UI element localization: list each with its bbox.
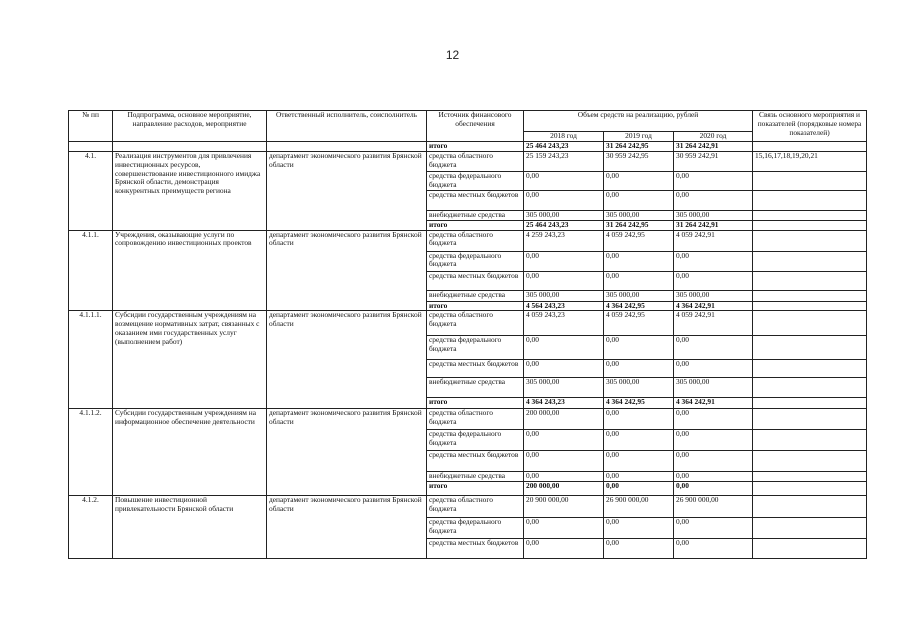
value-2018: 0,00 [524, 271, 604, 290]
value-2020: 0,00 [674, 360, 753, 378]
value-2020: 0,00 [674, 190, 753, 210]
value-2020: 0,00 [674, 409, 753, 430]
indicator-link [753, 378, 867, 398]
row-number: 4.1.1. [69, 230, 113, 311]
value-2018: 25 464 243,23 [524, 220, 604, 230]
cell-empty [753, 398, 867, 409]
header-link: Связь основного мероприятия и показателей (порядковые номера показателей) [753, 111, 867, 142]
value-2020: 305 000,00 [674, 378, 753, 398]
activity-name: Субсидии государственным учреждениям на возмещение нормативных затрат, связанных с оказанием ими государственных услуг (выполнением работ) [113, 311, 267, 409]
value-2018: 0,00 [524, 171, 604, 190]
indicator-link [753, 336, 867, 360]
value-2019: 0,00 [604, 360, 674, 378]
value-2018: 200 000,00 [524, 482, 604, 496]
indicator-link [753, 290, 867, 301]
value-2018: 0,00 [524, 336, 604, 360]
indicator-link [753, 409, 867, 430]
value-2020: 0,00 [674, 251, 753, 271]
value-2018: 200 000,00 [524, 409, 604, 430]
source-cell: средства федерального бюджета [427, 518, 524, 539]
value-2018: 4 564 243,23 [524, 301, 604, 311]
value-2018: 25 464 243,23 [524, 141, 604, 151]
table-row [69, 151, 867, 171]
cell-empty [113, 141, 267, 151]
cell-empty [267, 141, 427, 151]
value-2020: 0,00 [674, 336, 753, 360]
source-cell: средства федерального бюджета [427, 430, 524, 451]
indicator-link [753, 210, 867, 220]
source-cell: итого [427, 141, 524, 151]
value-2019: 0,00 [604, 409, 674, 430]
value-2020: 0,00 [674, 271, 753, 290]
source-cell: средства федерального бюджета [427, 171, 524, 190]
row-number: 4.1.1.1. [69, 311, 113, 409]
value-2019: 4 059 242,95 [604, 230, 674, 251]
value-2018: 4 059 243,23 [524, 311, 604, 336]
activity-name: Субсидии государственным учреждениям на информационное обеспечение деятельности [113, 409, 267, 496]
value-2018: 0,00 [524, 451, 604, 472]
source-cell: итого [427, 398, 524, 409]
value-2019: 31 264 242,95 [604, 220, 674, 230]
header-volume: Объем средств на реализацию, рублей [524, 111, 753, 132]
indicator-link [753, 472, 867, 482]
value-2018: 4 364 243,23 [524, 398, 604, 409]
executor: департамент экономического развития Брянской области [267, 151, 427, 230]
source-cell: средства областного бюджета [427, 151, 524, 171]
row-number: 4.1. [69, 151, 113, 230]
value-2020: 31 264 242,91 [674, 220, 753, 230]
value-2020: 0,00 [674, 539, 753, 559]
value-2019: 305 000,00 [604, 210, 674, 220]
table-row [69, 311, 867, 336]
source-cell: внебюджетные средства [427, 472, 524, 482]
indicator-link [753, 190, 867, 210]
executor: департамент экономического развития Брянской области [267, 496, 427, 559]
value-2018: 0,00 [524, 518, 604, 539]
header-year-2019: 2019 год [604, 132, 674, 142]
value-2019: 0,00 [604, 518, 674, 539]
source-cell: средства областного бюджета [427, 496, 524, 518]
value-2020: 30 959 242,91 [674, 151, 753, 171]
source-cell: средства областного бюджета [427, 230, 524, 251]
page-number: 12 [445, 48, 460, 62]
header-subprogram: Подпрограмма, основное мероприятие, направление расходов, мероприятие [113, 111, 267, 142]
header-executor: Ответственный исполнитель, соисполнитель [267, 111, 427, 142]
indicator-link [753, 230, 867, 251]
value-2018: 305 000,00 [524, 210, 604, 220]
value-2020: 26 900 000,00 [674, 496, 753, 518]
value-2019: 305 000,00 [604, 290, 674, 301]
source-cell: средства областного бюджета [427, 311, 524, 336]
value-2018: 25 159 243,23 [524, 151, 604, 171]
value-2020: 31 264 242,91 [674, 141, 753, 151]
value-2020: 0,00 [674, 451, 753, 472]
value-2019: 0,00 [604, 472, 674, 482]
source-cell: итого [427, 482, 524, 496]
indicator-link [753, 311, 867, 336]
header-year-2020: 2020 год [674, 132, 753, 142]
source-cell: средства местных бюджетов [427, 360, 524, 378]
value-2020: 0,00 [674, 472, 753, 482]
value-2018: 0,00 [524, 251, 604, 271]
indicator-link [753, 451, 867, 472]
cell-empty [753, 301, 867, 311]
table-row [69, 230, 867, 251]
value-2020: 4 364 242,91 [674, 398, 753, 409]
value-2019: 0,00 [604, 430, 674, 451]
value-2018: 305 000,00 [524, 290, 604, 301]
source-cell: средства областного бюджета [427, 409, 524, 430]
value-2020: 0,00 [674, 518, 753, 539]
source-cell: средства местных бюджетов [427, 190, 524, 210]
value-2018: 0,00 [524, 539, 604, 559]
value-2018: 20 900 000,00 [524, 496, 604, 518]
indicator-link [753, 271, 867, 290]
value-2018: 0,00 [524, 190, 604, 210]
cell-empty [753, 141, 867, 151]
row-number: 4.1.2. [69, 496, 113, 559]
value-2019: 0,00 [604, 171, 674, 190]
value-2018: 305 000,00 [524, 378, 604, 398]
table-row [69, 496, 867, 518]
activity-name: Учреждения, оказывающие услуги по сопровождению инвестиционных проектов [113, 230, 267, 311]
value-2020: 4 059 242,91 [674, 230, 753, 251]
source-cell: внебюджетные средства [427, 378, 524, 398]
value-2018: 0,00 [524, 472, 604, 482]
value-2020: 305 000,00 [674, 210, 753, 220]
executor: департамент экономического развития Брянской области [267, 311, 427, 409]
indicator-link [753, 539, 867, 559]
source-cell: внебюджетные средства [427, 210, 524, 220]
value-2019: 0,00 [604, 271, 674, 290]
source-cell: средства местных бюджетов [427, 271, 524, 290]
executor: департамент экономического развития Брянской области [267, 230, 427, 311]
source-cell: внебюджетные средства [427, 290, 524, 301]
value-2019: 0,00 [604, 251, 674, 271]
cell-empty [69, 141, 113, 151]
value-2020: 305 000,00 [674, 290, 753, 301]
value-2019: 4 364 242,95 [604, 398, 674, 409]
source-cell: итого [427, 301, 524, 311]
value-2020: 4 364 242,91 [674, 301, 753, 311]
value-2019: 30 959 242,95 [604, 151, 674, 171]
header-no: № пп [69, 111, 113, 142]
indicator-link [753, 496, 867, 518]
indicator-link: 15,16,17,18,19,20,21 [753, 151, 867, 171]
indicator-link [753, 360, 867, 378]
header-source: Источник финансового обеспечения [427, 111, 524, 142]
header-year-2018: 2018 год [524, 132, 604, 142]
source-cell: средства федерального бюджета [427, 251, 524, 271]
value-2019: 0,00 [604, 539, 674, 559]
value-2019: 26 900 000,00 [604, 496, 674, 518]
activity-name: Реализация инструментов для привлечения инвестиционных ресурсов, совершенствование инвестиционного имиджа Брянской области, демонстрация конкурентных преимуществ региона [113, 151, 267, 230]
indicator-link [753, 430, 867, 451]
source-cell: средства федерального бюджета [427, 336, 524, 360]
source-cell: итого [427, 220, 524, 230]
value-2019: 4 364 242,95 [604, 301, 674, 311]
value-2020: 0,00 [674, 171, 753, 190]
source-cell: средства местных бюджетов [427, 539, 524, 559]
value-2019: 4 059 242,95 [604, 311, 674, 336]
cell-empty [753, 220, 867, 230]
value-2019: 31 264 242,95 [604, 141, 674, 151]
value-2018: 0,00 [524, 360, 604, 378]
activity-name: Повышение инвестиционной привлекательности Брянской области [113, 496, 267, 559]
value-2019: 0,00 [604, 451, 674, 472]
value-2019: 0,00 [604, 190, 674, 210]
value-2019: 0,00 [604, 336, 674, 360]
indicator-link [753, 171, 867, 190]
table-row [69, 409, 867, 430]
executor: департамент экономического развития Брянской области [267, 409, 427, 496]
indicator-link [753, 251, 867, 271]
value-2019: 0,00 [604, 482, 674, 496]
value-2018: 0,00 [524, 430, 604, 451]
value-2020: 4 059 242,91 [674, 311, 753, 336]
cell-empty [753, 482, 867, 496]
value-2020: 0,00 [674, 430, 753, 451]
value-2018: 4 259 243,23 [524, 230, 604, 251]
budget-table [68, 110, 867, 559]
row-number: 4.1.1.2. [69, 409, 113, 496]
top-total-row [69, 141, 867, 151]
value-2019: 305 000,00 [604, 378, 674, 398]
value-2020: 0,00 [674, 482, 753, 496]
indicator-link [753, 518, 867, 539]
source-cell: средства местных бюджетов [427, 451, 524, 472]
